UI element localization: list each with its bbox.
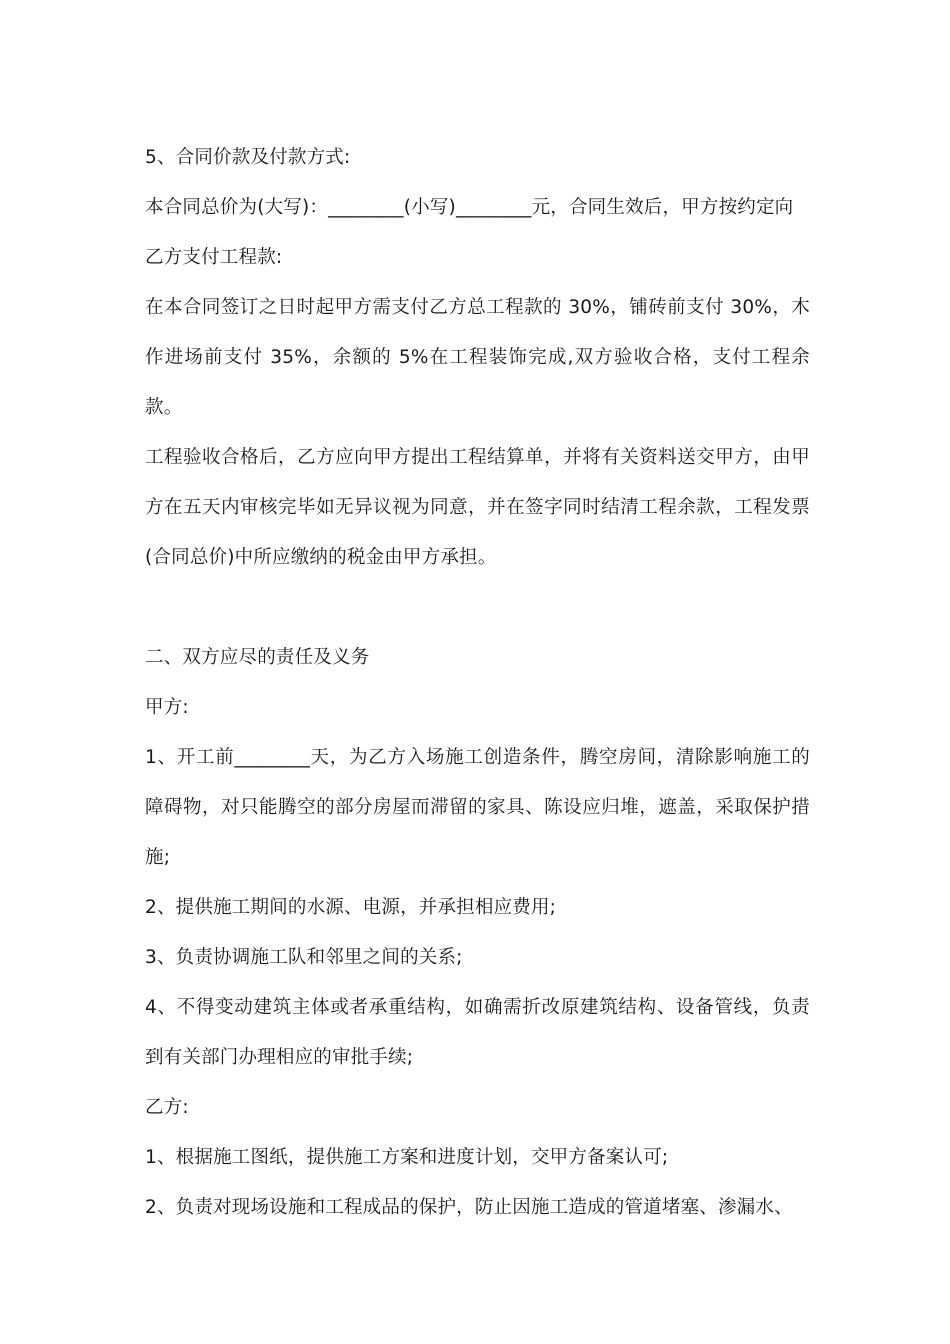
party-a-item: 3、负责协调施工队和邻里之间的关系; — [145, 947, 463, 968]
party-a-item: 4、不得变动建筑主体或者承重结构，如确需折改原建筑结构、设备管线，负责到有关部门办理相应的审批手续; — [145, 997, 810, 1068]
contract-price-line-1: 本合同总价为(大写)：________(小写)________元，合同生效后，甲方按约定向 — [145, 197, 794, 218]
section-5-heading: 5、合同价款及付款方式: — [145, 147, 351, 168]
party-b-item: 2、负责对现场设施和工程成品的保护，防止因施工造成的管道堵塞、渗漏水、 — [145, 1197, 793, 1218]
section-2-heading: 二、双方应尽的责任及义务 — [145, 647, 370, 668]
party-a-item: 2、提供施工期间的水源、电源，并承担相应费用; — [145, 897, 557, 918]
document-body — [145, 133, 810, 1233]
settlement-paragraph: 工程验收合格后，乙方应向甲方提出工程结算单，并将有关资料送交甲方，由甲方在五天内审核完毕如无异议视为同意，并在签字同时结清工程余款，工程发票(合同总价)中所应缴纳的税金由甲方承担。 — [145, 447, 810, 568]
party-b-label: 乙方: — [145, 1097, 189, 1118]
party-a-label: 甲方: — [145, 697, 189, 718]
blank-line — [145, 583, 810, 633]
contract-price-line-2: 乙方支付工程款: — [145, 247, 283, 268]
party-b-item: 1、根据施工图纸，提供施工方案和进度计划，交甲方备案认可; — [145, 1147, 669, 1168]
payment-schedule-paragraph: 在本合同签订之日时起甲方需支付乙方总工程款的 30%，铺砖前支付 30%，木作进场前支付 35%，余额的 5%在工程装饰完成,双方验收合格，支付工程余款。 — [145, 297, 810, 418]
party-a-item: 1、开工前________天，为乙方入场施工创造条件，腾空房间，清除影响施工的障碍物，对只能腾空的部分房屋而滞留的家具、陈设应归堆，遮盖，采取保护措施; — [145, 747, 810, 868]
